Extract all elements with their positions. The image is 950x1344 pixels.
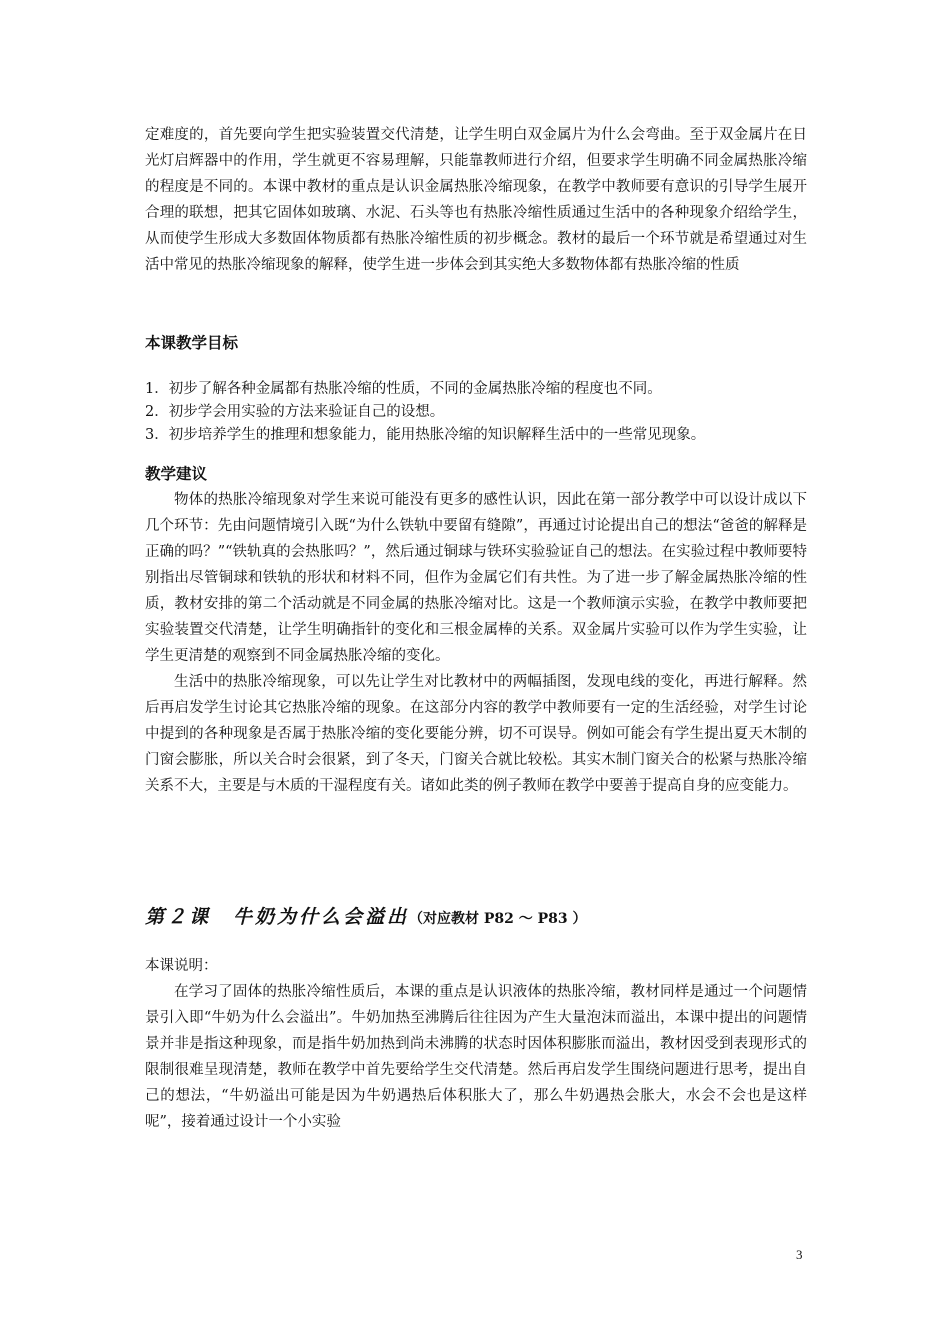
spacer: [145, 447, 807, 461]
lesson-2-title: [145, 899, 807, 935]
spacer: [145, 278, 807, 330]
goal-item-2: 2．初步学会用实验的方法来验证自己的设想。: [145, 404, 445, 420]
goals-heading: 本课教学目标: [145, 334, 239, 352]
suggestions-paragraph-1: 物体的热胀冷缩现象对学生来说可能没有更多的感性认识，因此在第一部分教学中可以设计成以下几个环节：先由问题情境引入既“为什么铁轨中要留有缝隙”，再通过讨论提出自己的想法“爸爸的解释是正确的吗？”“铁轨真的会热胀吗？”，然后通过铜球与铁环实验验证自己的想法。在实验过程中教师要特别指出尽管铜球和铁轨的形状和材料不同，但作为金属它们有共性。为了进一步了解金属热胀冷缩的性质，教材安排的第二个活动就是不同金属的热胀冷缩对比。这是一个教师演示实验，在教学中教师要把实验装置交代清楚，让学生明确指针的变化和三根金属棒的关系。双金属片实验可以作为学生实验，让学生更清楚的观察到不同金属热胀冷缩的变化。: [145, 492, 807, 664]
intro-paragraph: 定难度的，首先要向学生把实验装置交代清楚，让学生明白双金属片为什么会弯曲。至于双金属片在日光灯启辉器中的作用，学生就更不容易理解，只能靠教师进行介绍，但要求学生明确不同金属热胀冷缩的程度是不同的。本课中教材的重点是认识金属热胀冷缩现象，在教学中教师要有意识的引导学生展开合理的联想，把其它固体如玻璃、水泥、石头等也有热胀冷缩性质通过生活中的各种现象介绍给学生，从而使学生形成大多数固体物质都有热胀冷缩性质的初步概念。教材的最后一个环节就是希望通过对生活中常见的热胀冷缩现象的解释，使学生进一步体会到其实绝大多数物体都有热胀冷缩的性质: [145, 127, 807, 273]
page-content: [145, 122, 807, 1135]
lesson-2-reference: （对应教材 P82 ～ P83 ）: [409, 911, 587, 927]
suggestions-paragraph-2: 生活中的热胀冷缩现象，可以先让学生对比教材中的两幅插图，发现电线的变化，再进行解释。然后再启发学生讨论其它热胀冷缩的现象。在这部分内容的教学中教师要有一定的生活经验，对学生讨论中提到的各种现象是否属于热胀冷缩的变化要能分辨，切不可误导。例如可能会有学生提出夏天木制的门窗会膨胀，所以关合时会很紧，到了冬天，门窗关合就比较松。其实木制门窗关合的松紧与热胀冷缩关系不大，主要是与木质的干湿程度有关。诸如此类的例子教师在教学中要善于提高自身的应变能力。: [145, 674, 807, 794]
spacer: [145, 356, 807, 378]
lesson-2-title-text: 第２课 牛奶为什么会溢出: [145, 906, 410, 928]
spacer: [145, 935, 807, 953]
page-number: 3: [796, 1247, 803, 1262]
lesson-2-label: 本课说明：: [145, 958, 218, 974]
goal-item-3: 3．初步培养学生的推理和想象能力，能用热胀冷缩的知识解释生活中的一些常见现象。: [145, 427, 706, 443]
suggestions-heading: 教学建议: [145, 465, 208, 483]
lesson-2-paragraph: 在学习了固体的热胀冷缩性质后，本课的重点是认识液体的热胀冷缩，教材同样是通过一个问题情景引入即“牛奶为什么会溢出”。牛奶加热至沸腾后往往因为产生大量泡沫而溢出，本课中提出的问题情景并非是指这种现象，而是指牛奶加热到尚未沸腾的状态时因体积膨胀而溢出，教材因受到表现形式的限制很难呈现清楚，教师在教学中首先要给学生交代清楚。然后再启发学生围绕问题进行思考，提出自己的想法，“牛奶溢出可能是因为牛奶遇热后体积胀大了，那么牛奶遇热会胀大，水会不会也是这样呢”，接着通过设计一个小实验: [145, 984, 807, 1130]
goals-list: [145, 378, 807, 447]
spacer: [145, 799, 807, 899]
goal-item-1: 1．初步了解各种金属都有热胀冷缩的性质，不同的金属热胀冷缩的程度也不同。: [145, 381, 662, 397]
